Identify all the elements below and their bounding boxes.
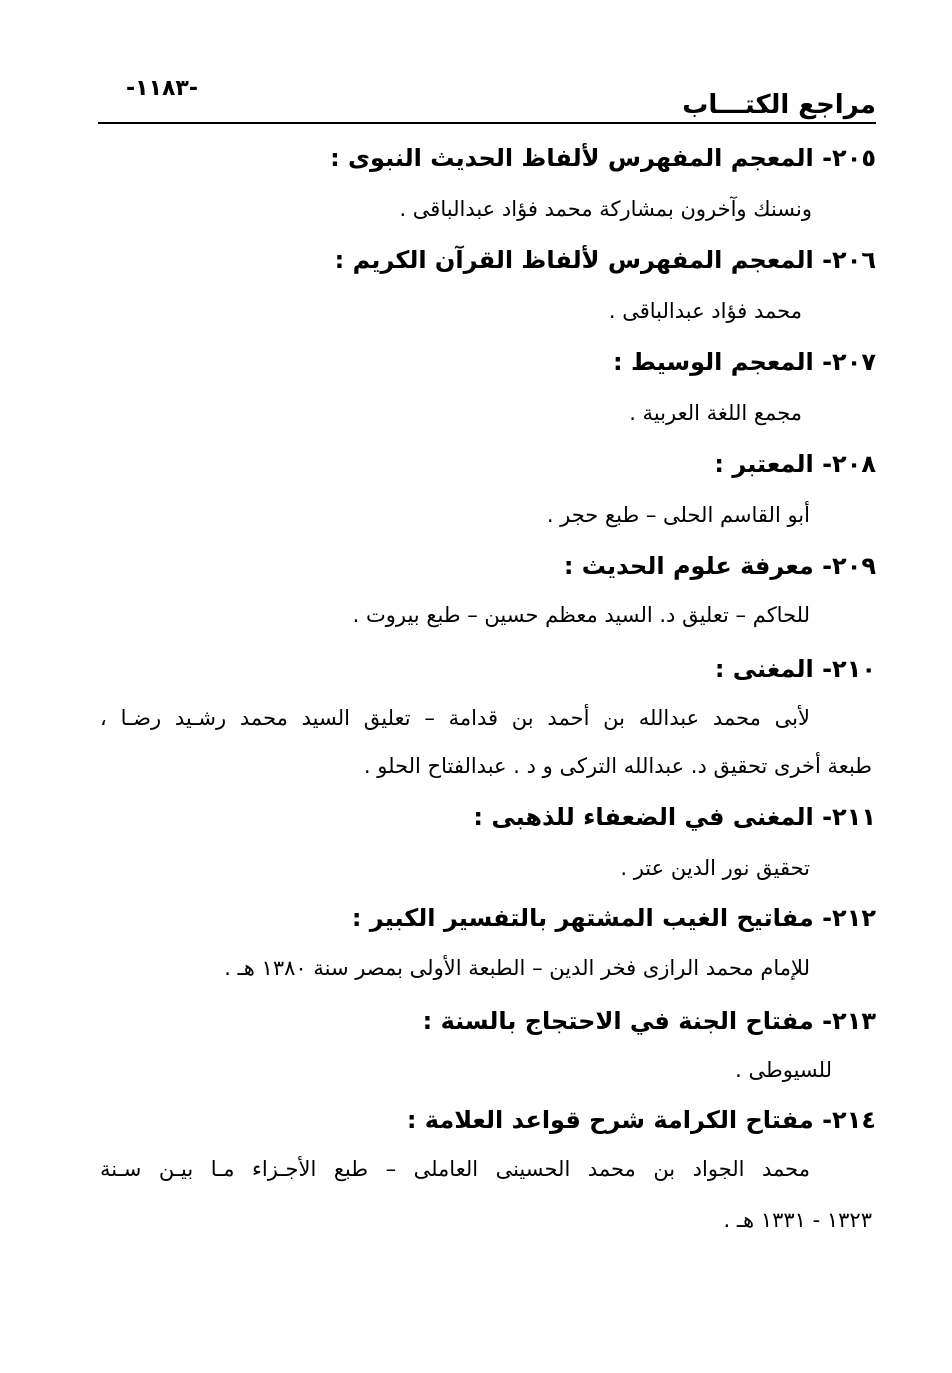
entry-text: مجمع اللغة العربية . bbox=[629, 401, 802, 425]
entry-text: للسيوطى . bbox=[735, 1058, 832, 1082]
page-number: -١١٨٣- bbox=[126, 76, 198, 101]
entry-title: ٢٠٥- المعجم المفهرس لألفاظ الحديث النبوى : bbox=[330, 144, 876, 172]
header-rule bbox=[98, 122, 876, 124]
entry-title: ٢١١- المغنى في الضعفاء للذهبى : bbox=[473, 803, 876, 831]
entry-title: ٢٠٩- معرفة علوم الحديث : bbox=[563, 552, 876, 580]
entry-title: ٢١٢- مفاتيح الغيب المشتهر بالتفسير الكبير : bbox=[351, 904, 876, 932]
entry-text: لأبى محمد عبدالله بن أحمد بن قدامة – تعليق السيد محمد رشـيد رضـا ، bbox=[100, 706, 810, 730]
entry-text: للحاكم – تعليق د. السيد معظم حسين – طبع بيروت . bbox=[352, 603, 810, 627]
entry-text: ونسنك وآخرون بمشاركة محمد فؤاد عبدالباقى . bbox=[399, 197, 812, 221]
entry-text: تحقيق نور الدين عتر . bbox=[620, 856, 810, 880]
entry-title: ٢٠٧- المعجم الوسيط : bbox=[613, 348, 876, 376]
entry-text: ١٣٢٣ - ١٣٣١ هـ . bbox=[723, 1208, 872, 1232]
entry-text: محمد الجواد بن محمد الحسينى العاملى – طبع الأجـزاء مـا بيـن سـنة bbox=[100, 1157, 810, 1181]
entry-text: طبعة أخرى تحقيق د. عبدالله التركى و د . عبدالفتاح الحلو . bbox=[363, 754, 872, 778]
entry-title: ٢١٠- المغنى : bbox=[714, 655, 876, 683]
entry-title: ٢٠٨- المعتبر : bbox=[714, 450, 876, 478]
entry-text: أبو القاسم الحلى – طبع حجر . bbox=[546, 503, 810, 527]
entry-text: محمد فؤاد عبدالباقى . bbox=[608, 299, 802, 323]
running-title: مراجع الكتـــاب bbox=[682, 90, 876, 120]
entry-title: ٢١٣- مفتاح الجنة في الاحتجاج بالسنة : bbox=[422, 1007, 876, 1035]
entry-title: ٢١٤- مفتاح الكرامة شرح قواعد العلامة : bbox=[406, 1106, 876, 1134]
entry-text: للإمام محمد الرازى فخر الدين – الطبعة الأولى بمصر سنة ١٣٨٠ هـ . bbox=[224, 956, 810, 980]
entry-title: ٢٠٦- المعجم المفهرس لألفاظ القرآن الكريم : bbox=[334, 246, 876, 274]
